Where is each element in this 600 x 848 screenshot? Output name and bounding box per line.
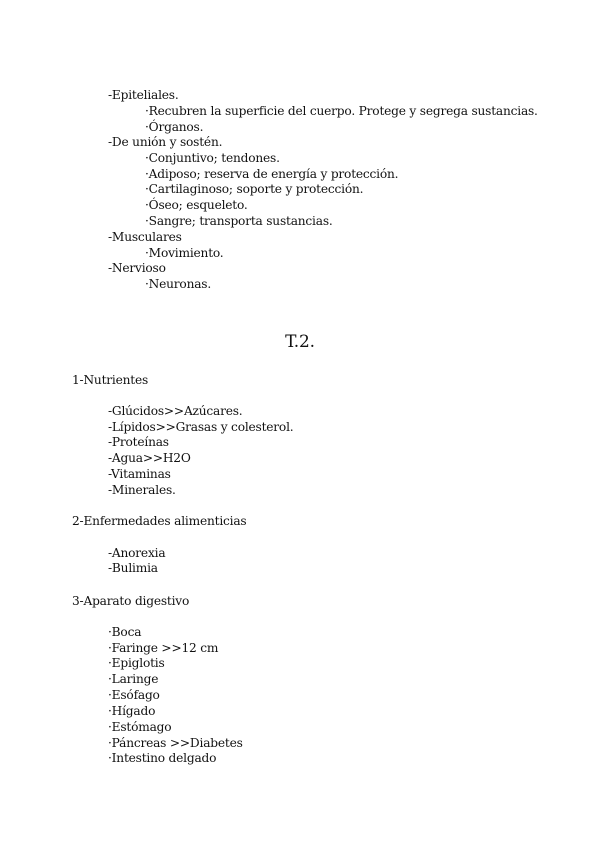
- heading-digestivo: 3-Aparato digestivo: [72, 594, 190, 608]
- tissue-musculares: -Musculares: [108, 230, 182, 244]
- list-item: -Minerales.: [108, 483, 176, 497]
- tissue-item: ·Sangre; transporta sustancias.: [145, 214, 333, 228]
- tissue-union: -De unión y sostén.: [108, 135, 223, 149]
- tissue-item: ·Órganos.: [145, 120, 204, 134]
- list-item: ·Boca: [108, 625, 142, 639]
- tissue-epiteliales: -Epiteliales.: [108, 88, 179, 102]
- list-item: ·Páncreas >>Diabetes: [108, 736, 243, 750]
- tissue-item: ·Neuronas.: [145, 277, 212, 291]
- list-item: -Vitaminas: [108, 467, 171, 481]
- list-item: -Lípidos>>Grasas y colesterol.: [108, 420, 294, 434]
- tissue-item: ·Recubren la superficie del cuerpo. Protege y segrega sustancias.: [145, 104, 538, 118]
- heading-nutrientes: 1-Nutrientes: [72, 373, 149, 387]
- section-title: T.2.: [285, 332, 315, 352]
- list-item: -Bulimia: [108, 561, 158, 575]
- heading-enfermedades: 2-Enfermedades alimenticias: [72, 514, 247, 528]
- tissue-item: ·Movimiento.: [145, 246, 224, 260]
- list-item: ·Faringe >>12 cm: [108, 641, 219, 655]
- list-item: ·Esófago: [108, 688, 160, 702]
- list-item: -Agua>>H2O: [108, 451, 191, 465]
- list-item: ·Epiglotis: [108, 656, 165, 670]
- list-item: ·Intestino delgado: [108, 751, 217, 765]
- list-item: -Anorexia: [108, 546, 166, 560]
- tissue-item: ·Cartilaginoso; soporte y protección.: [145, 182, 364, 196]
- tissue-nervioso: -Nervioso: [108, 261, 166, 275]
- tissue-item: ·Óseo; esqueleto.: [145, 198, 248, 212]
- list-item: ·Estómago: [108, 720, 172, 734]
- tissue-item: ·Adiposo; reserva de energía y protección.: [145, 167, 399, 181]
- list-item: ·Laringe: [108, 672, 159, 686]
- list-item: -Glúcidos>>Azúcares.: [108, 404, 243, 418]
- tissue-item: ·Conjuntivo; tendones.: [145, 151, 280, 165]
- list-item: ·Hígado: [108, 704, 156, 718]
- list-item: -Proteínas: [108, 435, 169, 449]
